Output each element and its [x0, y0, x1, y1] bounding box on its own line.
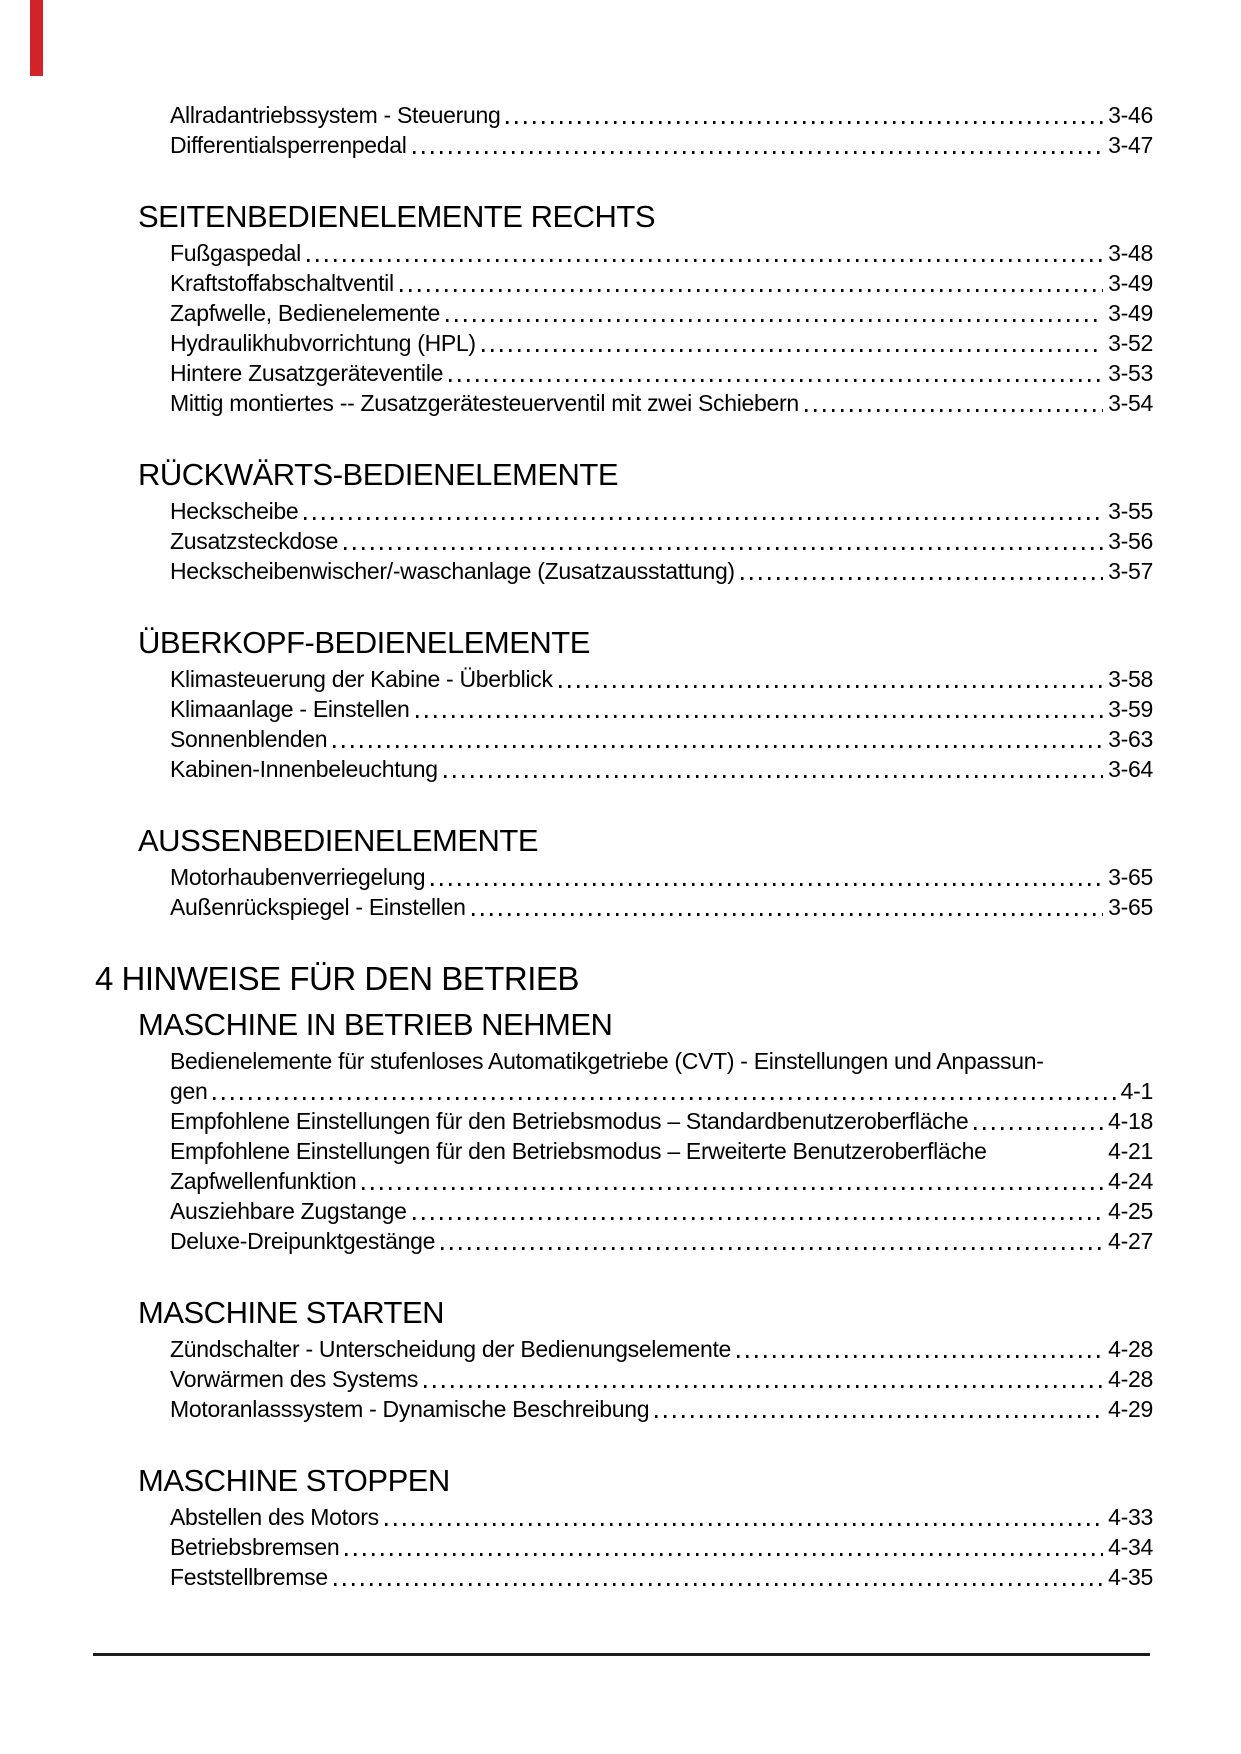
dot-leader — [416, 715, 1104, 718]
entry-title: Empfohlene Einstellungen für den Betriebsmodus – Erweiterte Benutzeroberfläche — [170, 1138, 987, 1164]
toc-entry — [0, 238, 1241, 268]
toc-entry — [0, 1046, 1241, 1076]
dot-leader — [307, 259, 1103, 262]
entry-title: Betriebsbremsen — [170, 1534, 340, 1560]
toc-entry — [0, 1106, 1241, 1136]
dot-leader — [446, 319, 1103, 322]
entry-page-number: 3-58 — [1108, 666, 1153, 692]
entry-page-number: 3-52 — [1108, 330, 1153, 356]
dot-leader — [655, 1415, 1103, 1418]
toc-entry — [0, 1364, 1241, 1394]
toc-entry — [0, 1562, 1241, 1592]
entry-title: Feststellbremse — [170, 1564, 328, 1590]
chapter-tab-marker — [30, 0, 43, 76]
entry-page-number: 4-25 — [1108, 1198, 1153, 1224]
toc-entry — [0, 1502, 1241, 1532]
dot-leader — [737, 1355, 1103, 1358]
dot-leader — [444, 775, 1103, 778]
dot-leader — [413, 1217, 1104, 1220]
entry-title: Motoranlasssystem - Dynamische Beschreibung — [170, 1396, 650, 1422]
entry-page-number: 3-49 — [1108, 300, 1153, 326]
entry-page-number: 4-28 — [1108, 1366, 1153, 1392]
toc-section — [0, 1292, 1241, 1424]
entry-title: Außenrückspiegel - Einstellen — [170, 894, 466, 920]
dot-leader — [213, 1097, 1115, 1100]
entry-title: Mittig montiertes -- Zusatzgerätesteuerventil mit zwei Schiebern — [170, 390, 799, 416]
toc-entry — [0, 1166, 1241, 1196]
section-heading: SEITENBEDIENELEMENTE RECHTS — [138, 199, 656, 234]
toc-entry — [0, 298, 1241, 328]
toc-entry — [0, 328, 1241, 358]
entry-title: gen — [170, 1078, 208, 1104]
section-heading: MASCHINE STOPPEN — [138, 1463, 450, 1498]
dot-leader — [993, 1157, 1104, 1160]
toc-entry — [0, 130, 1241, 160]
entry-page-number: 4-18 — [1108, 1108, 1153, 1134]
section-heading: MASCHINE IN BETRIEB NEHMEN — [138, 1007, 613, 1042]
toc-entry — [0, 1226, 1241, 1256]
entry-title: Deluxe-Dreipunktgestänge — [170, 1228, 436, 1254]
section-heading: MASCHINE STARTEN — [138, 1295, 445, 1330]
entry-page-number: 3-53 — [1108, 360, 1153, 386]
entry-page-number: 3-63 — [1108, 726, 1153, 752]
entry-title: Allradantriebssystem - Steuerung — [170, 102, 501, 128]
entry-title: Fußgaspedal — [170, 240, 301, 266]
dot-leader — [385, 1523, 1103, 1526]
entry-page-number: 3-48 — [1108, 240, 1153, 266]
dot-leader — [741, 577, 1103, 580]
toc-entry — [0, 664, 1241, 694]
entry-title: Klimasteuerung der Kabine - Überblick — [170, 666, 553, 692]
dot-leader — [431, 883, 1103, 886]
toc-entry — [0, 1334, 1241, 1364]
section-heading: AUSSENBEDIENELEMENTE — [138, 823, 538, 858]
dot-leader — [974, 1127, 1103, 1130]
chapter-heading: 4 HINWEISE FÜR DEN BETRIEB — [95, 960, 579, 997]
section-heading: RÜCKWÄRTS-BEDIENELEMENTE — [138, 457, 619, 492]
entry-title: Zündschalter - Unterscheidung der Bedienungselemente — [170, 1336, 732, 1362]
toc-section — [0, 454, 1241, 586]
entry-title: Hydraulikhubvorrichtung (HPL) — [170, 330, 476, 356]
toc-entry — [0, 268, 1241, 298]
entry-page-number: 4-24 — [1108, 1168, 1153, 1194]
toc-section — [0, 196, 1241, 418]
toc-entry — [0, 1394, 1241, 1424]
toc-entry — [0, 1196, 1241, 1226]
entry-page-number: 3-49 — [1108, 270, 1153, 296]
entry-page-number: 4-33 — [1108, 1504, 1153, 1530]
dot-leader — [506, 121, 1103, 124]
dot-leader — [472, 913, 1104, 916]
entry-title: Heckscheibenwischer/-waschanlage (Zusatzausstattung) — [170, 558, 735, 584]
entry-page-number: 4-27 — [1108, 1228, 1153, 1254]
entry-title: Kraftstoffabschaltventil — [170, 270, 394, 296]
toc-entry — [0, 862, 1241, 892]
dot-leader — [400, 289, 1103, 292]
section-heading: ÜBERKOPF-BEDIENELEMENTE — [138, 625, 590, 660]
dot-leader — [333, 745, 1103, 748]
toc-content — [0, 100, 1241, 1592]
dot-leader — [441, 1247, 1103, 1250]
entry-page-number: 4-21 — [1108, 1138, 1153, 1164]
toc-entry — [0, 1136, 1241, 1166]
toc-entry — [0, 388, 1241, 418]
entry-page-number: 3-56 — [1108, 528, 1153, 554]
entry-title: Ausziehbare Zugstange — [170, 1198, 407, 1224]
dot-leader — [344, 547, 1103, 550]
toc-section — [0, 820, 1241, 922]
dot-leader — [449, 379, 1103, 382]
entry-page-number: 3-65 — [1108, 864, 1153, 890]
dot-leader — [304, 517, 1103, 520]
toc-entry — [0, 100, 1241, 130]
toc-entry — [0, 1076, 1241, 1106]
entry-title: Empfohlene Einstellungen für den Betriebsmodus – Standardbenutzeroberfläche — [170, 1108, 969, 1134]
toc-entry — [0, 754, 1241, 784]
toc-entry — [0, 694, 1241, 724]
dot-leader — [413, 151, 1104, 154]
entry-page-number: 3-57 — [1108, 558, 1153, 584]
entry-page-number: 3-47 — [1108, 132, 1153, 158]
toc-section — [0, 956, 1241, 1002]
toc-entry — [0, 496, 1241, 526]
entry-page-number: 4-28 — [1108, 1336, 1153, 1362]
entry-title: Heckscheibe — [170, 498, 299, 524]
entry-page-number: 3-54 — [1108, 390, 1153, 416]
toc-section — [0, 100, 1241, 160]
dot-leader — [805, 409, 1103, 412]
entry-title: Klimaanlage - Einstellen — [170, 696, 410, 722]
toc-entry — [0, 724, 1241, 754]
entry-title: Vorwärmen des Systems — [170, 1366, 419, 1392]
dot-leader — [362, 1187, 1103, 1190]
entry-title: Abstellen des Motors — [170, 1504, 379, 1530]
entry-page-number: 3-59 — [1108, 696, 1153, 722]
entry-page-number: 3-65 — [1108, 894, 1153, 920]
entry-title: Zapfwelle, Bedienelemente — [170, 300, 440, 326]
toc-section — [0, 1460, 1241, 1592]
entry-page-number: 3-46 — [1108, 102, 1153, 128]
entry-title: Hintere Zusatzgeräteventile — [170, 360, 444, 386]
entry-title: Zapfwellenfunktion — [170, 1168, 357, 1194]
entry-page-number: 3-64 — [1108, 756, 1153, 782]
entry-page-number: 4-29 — [1108, 1396, 1153, 1422]
entry-title: Motorhaubenverriegelung — [170, 864, 426, 890]
toc-entry — [0, 892, 1241, 922]
entry-page-number: 4-35 — [1108, 1564, 1153, 1590]
toc-section — [0, 1004, 1241, 1256]
entry-title: Kabinen-Innenbeleuchtung — [170, 756, 438, 782]
dot-leader — [482, 349, 1103, 352]
entry-title: Differentialsperrenpedal — [170, 132, 407, 158]
entry-page-number: 4-1 — [1120, 1078, 1153, 1104]
entry-page-number: 4-34 — [1108, 1534, 1153, 1560]
entry-title: Sonnenblenden — [170, 726, 328, 752]
toc-entry — [0, 1532, 1241, 1562]
toc-entry — [0, 556, 1241, 586]
dot-leader — [345, 1553, 1103, 1556]
dot-leader — [424, 1385, 1103, 1388]
toc-entry — [0, 358, 1241, 388]
entry-title: Zusatzsteckdose — [170, 528, 339, 554]
footer-divider — [93, 1653, 1150, 1656]
entry-page-number: 3-55 — [1108, 498, 1153, 524]
toc-section — [0, 622, 1241, 784]
toc-entry — [0, 526, 1241, 556]
dot-leader — [334, 1583, 1103, 1586]
entry-title: Bedienelemente für stufenloses Automatikgetriebe (CVT) - Einstellungen und Anpassun- — [170, 1048, 1044, 1074]
dot-leader — [559, 685, 1104, 688]
dot-leader — [1050, 1067, 1148, 1070]
